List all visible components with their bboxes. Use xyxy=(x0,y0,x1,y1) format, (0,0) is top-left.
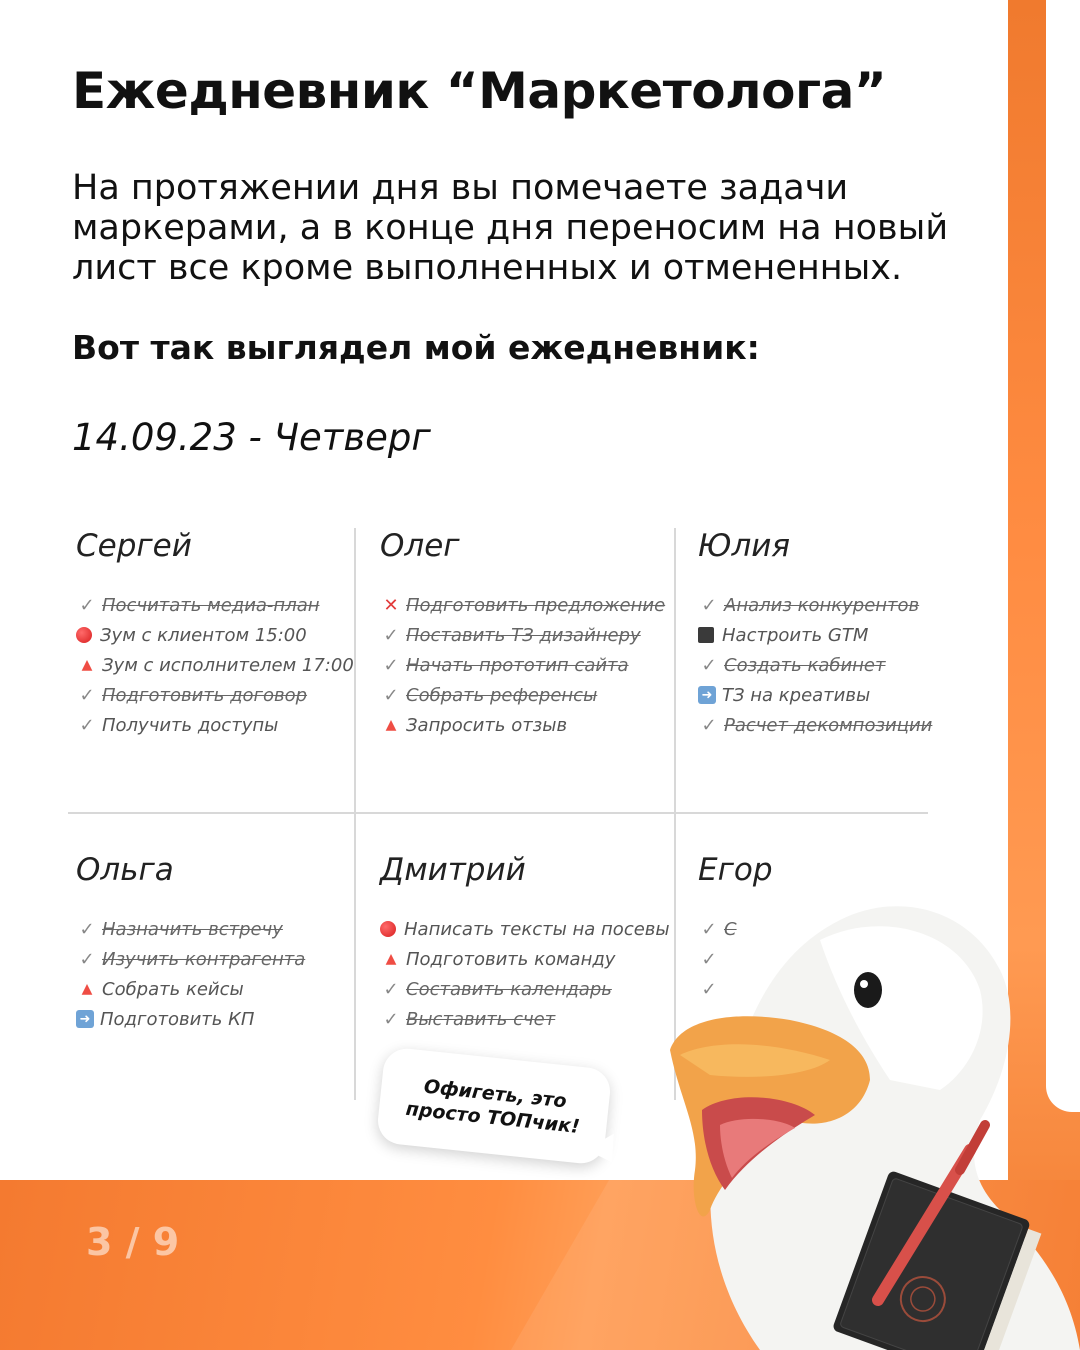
task-text: Изучить контрагента xyxy=(102,948,306,970)
task-item[interactable] xyxy=(380,944,680,974)
task-text: Анализ конкурентов xyxy=(724,594,920,616)
task-item[interactable] xyxy=(380,650,680,680)
person-column xyxy=(76,852,376,1034)
task-item[interactable] xyxy=(76,1004,376,1034)
task-item[interactable] xyxy=(380,590,680,620)
task-text: Подготовить договор xyxy=(102,684,308,706)
check-icon: ✓ xyxy=(79,948,95,970)
task-item[interactable] xyxy=(380,974,680,1004)
task-item[interactable] xyxy=(698,680,998,710)
person-name: Сергей xyxy=(76,528,192,564)
red-triangle-icon: ▲ xyxy=(81,981,93,997)
task-item[interactable] xyxy=(76,590,376,620)
task-item[interactable] xyxy=(76,914,376,944)
person-column xyxy=(380,528,680,740)
check-icon: ✓ xyxy=(383,684,399,706)
task-item[interactable] xyxy=(380,1004,680,1034)
person-name: Олег xyxy=(380,528,460,564)
task-text: Подготовить предложение xyxy=(406,594,666,616)
task-list xyxy=(76,590,376,740)
speech-bubble xyxy=(376,1046,613,1165)
task-item[interactable] xyxy=(698,650,998,680)
check-icon: ✓ xyxy=(701,978,717,1000)
task-list xyxy=(76,914,376,1034)
black-square-icon xyxy=(698,627,714,643)
task-text: Подготовить КП xyxy=(100,1008,255,1030)
speech-bubble-text: Офигеть, это просто ТОПчик! xyxy=(404,1075,581,1139)
check-icon: ✓ xyxy=(701,714,717,736)
task-text: Назначить встречу xyxy=(102,918,283,940)
task-item[interactable] xyxy=(698,710,998,740)
red-triangle-icon: ▲ xyxy=(385,717,397,733)
task-text: Создать кабинет xyxy=(724,654,886,676)
task-item[interactable] xyxy=(76,650,376,680)
person-column xyxy=(698,528,998,740)
task-item[interactable] xyxy=(380,914,680,944)
planner-date: 14.09.23 - Четверг xyxy=(72,416,431,459)
duck-mascot-illustration xyxy=(640,880,1080,1350)
red-dot-icon xyxy=(380,921,396,937)
task-list xyxy=(698,590,998,740)
person-column xyxy=(76,528,376,740)
check-icon: ✓ xyxy=(79,594,95,616)
task-item[interactable] xyxy=(380,680,680,710)
check-icon: ✓ xyxy=(383,1008,399,1030)
task-item[interactable] xyxy=(76,710,376,740)
task-text: Получить доступы xyxy=(102,714,279,736)
arrow-right-icon: ➜ xyxy=(698,686,716,704)
person-name: Дмитрий xyxy=(380,852,526,888)
task-item[interactable] xyxy=(76,680,376,710)
task-text: Собрать референсы xyxy=(406,684,598,706)
check-icon: ✓ xyxy=(383,654,399,676)
task-text: Выставить счет xyxy=(406,1008,556,1030)
task-item[interactable] xyxy=(76,620,376,650)
task-item[interactable] xyxy=(380,620,680,650)
task-text: Зум с клиентом 15:00 xyxy=(100,624,307,646)
task-text: Начать прототип сайта xyxy=(406,654,629,676)
task-text: Зум с исполнителем 17:00 xyxy=(102,654,354,676)
grid-divider-horizontal xyxy=(68,812,928,814)
task-text: Посчитать медиа-план xyxy=(102,594,320,616)
check-icon: ✓ xyxy=(701,654,717,676)
red-triangle-icon: ▲ xyxy=(81,657,93,673)
check-icon: ✓ xyxy=(701,948,717,970)
task-text: С xyxy=(724,918,737,940)
task-text: Подготовить команду xyxy=(406,948,616,970)
task-item[interactable] xyxy=(76,974,376,1004)
check-icon: ✓ xyxy=(79,714,95,736)
intro-text: На протяжении дня вы помечаете задачи маркерами, а в конце дня переносим на новый лист все кроме выполненных и отмененных. xyxy=(72,168,949,288)
cross-icon: ✕ xyxy=(383,594,399,616)
arrow-right-icon: ➜ xyxy=(76,1010,94,1028)
task-text: ТЗ на креативы xyxy=(722,684,871,706)
task-text: Составить календарь xyxy=(406,978,612,1000)
task-text: Запросить отзыв xyxy=(406,714,568,736)
check-icon: ✓ xyxy=(383,624,399,646)
task-text: Поставить ТЗ дизайнеру xyxy=(406,624,641,646)
task-item[interactable] xyxy=(698,590,998,620)
task-item[interactable] xyxy=(698,620,998,650)
check-icon: ✓ xyxy=(79,684,95,706)
check-icon: ✓ xyxy=(383,978,399,1000)
task-text: Расчет декомпозиции xyxy=(724,714,933,736)
check-icon: ✓ xyxy=(79,918,95,940)
task-item[interactable] xyxy=(76,944,376,974)
person-name: Ольга xyxy=(76,852,174,888)
subtitle: Вот так выглядел мой ежедневник: xyxy=(72,328,760,367)
page-title: Ежедневник “Маркетолога” xyxy=(72,62,887,120)
task-list xyxy=(380,914,680,1034)
task-item[interactable] xyxy=(380,710,680,740)
person-name: Юлия xyxy=(698,528,791,564)
check-icon: ✓ xyxy=(701,594,717,616)
page-counter: 3 / 9 xyxy=(86,1220,180,1264)
person-name: Егор xyxy=(698,852,773,888)
check-icon: ✓ xyxy=(701,918,717,940)
red-triangle-icon: ▲ xyxy=(385,951,397,967)
red-dot-icon xyxy=(76,627,92,643)
task-text: Настроить GTM xyxy=(722,624,869,646)
task-text: Написать тексты на посевы xyxy=(404,918,670,940)
person-column xyxy=(380,852,680,1034)
task-text: Собрать кейсы xyxy=(102,978,244,1000)
task-list xyxy=(380,590,680,740)
